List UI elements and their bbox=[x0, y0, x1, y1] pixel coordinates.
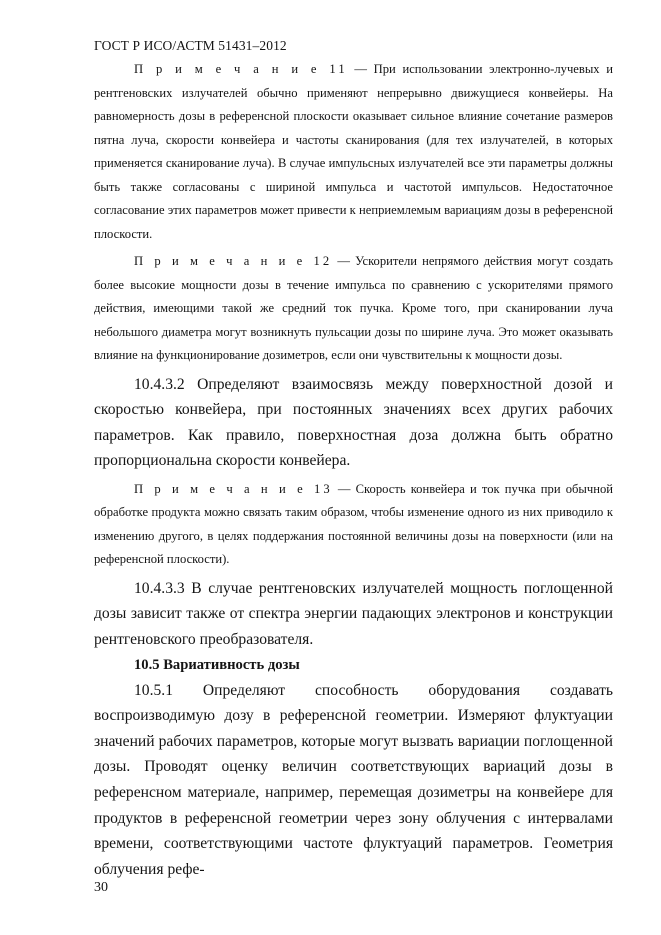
note-11-label: П р и м е ч а н и е 11 bbox=[134, 62, 348, 76]
note-13 bbox=[94, 478, 613, 572]
note-13-text: — Скорость конвейера и ток пучка при обычной обработке продукта можно связать таким образом, чтобы изменение одного из них приводило к изменению другого, в целях поддержания постоянной величины дозы на поверхности (или на референсной плоскости). bbox=[94, 481, 613, 567]
note-12-text: — Ускорители непрямого действия могут создать более высокие мощности дозы в течение импульса по сравнению с ускорителями прямого действия, имеющими такой же средний ток пучка. Кроме того, при сканировании луча небольшого диаметра могут возникнуть пульсации дозы по ширине луча. Это может оказывать влияние на функционирование дозиметров, если они чувствительны к мощности дозы. bbox=[94, 254, 613, 362]
note-11 bbox=[94, 58, 613, 246]
note-11-text: — При использовании электронно-лучевых и рентгеновских излучателей обычно применяют непрерывно движущиеся конвейеры. На равномерность дозы в референсной плоскости оказывает сильное влияние сочетание размеров пятна луча, скорости конвейера и частоты сканирования (для тех излучателей, в которых применяется сканирование луча). В случае импульсных излучателей все эти параметры должны быть также согласованы с шириной импульса и частотой импульсов. Недостаточное согласование этих параметров может привести к неприемлемым вариациям дозы в референсной плоскости. bbox=[94, 62, 613, 241]
standard-header: ГОСТ Р ИСО/АСТМ 51431–2012 bbox=[94, 38, 287, 53]
paragraph-10-5-1: 10.5.1 Определяют способность оборудования создавать воспроизводимую дозу в референсной геометрии. Измеряют флуктуации значений рабочих параметров, которые могут вызвать вариации поглощенной дозы. Проводят оценку величин соответствующих вариаций дозы в референсном материале, например, перемещая дозиметры на конвейере для продуктов в референсной геометрии через зону облучения с интервалами времени, соответствующими частоте флуктуаций параметров. Геометрия облучения рефе- bbox=[94, 681, 613, 878]
note-12 bbox=[94, 250, 613, 368]
paragraph-10-4-3-2: 10.4.3.2 Определяют взаимосвязь между поверхностной дозой и скоростью конвейера, при постоянных значениях всех других рабочих параметров. Как правило, поверхностная доза должна быть обратно пропорциональна скорости конвейера. bbox=[94, 375, 613, 470]
page-body bbox=[94, 58, 613, 882]
note-12-label: П р и м е ч а н и е 12 bbox=[134, 254, 333, 268]
page-number: 30 bbox=[94, 880, 108, 895]
section-heading-10-5: 10.5 Вариативность дозы bbox=[134, 656, 300, 673]
note-13-label: П р и м е ч а н и е 13 bbox=[134, 481, 333, 496]
paragraph-10-4-3-3: 10.4.3.3 В случае рентгеновских излучателей мощность поглощенной дозы зависит также от спектра энергии падающих электронов и конструкции рентгеновского преобразователя. bbox=[94, 579, 613, 649]
